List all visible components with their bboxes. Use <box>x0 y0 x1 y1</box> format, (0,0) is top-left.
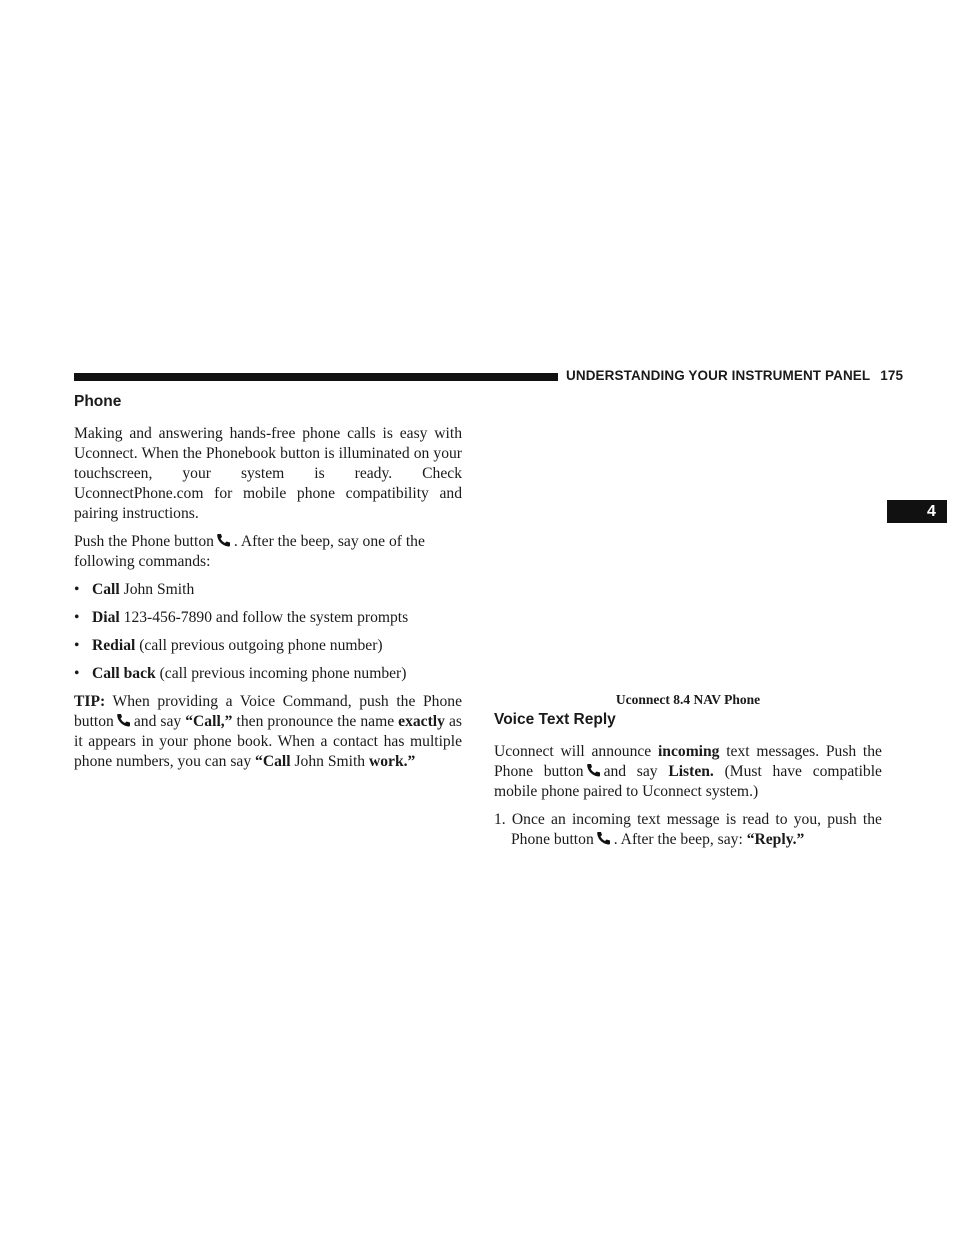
step-1: 1. Once an incoming text message is read to you, push the Phone button . After the beep, say: “Reply.” <box>494 811 882 848</box>
list-item: • Call John Smith <box>74 581 195 598</box>
voice-text-reply-paragraph: Uconnect will announce incoming text messages. Push the Phone button and say Listen. (Must have compatible mobile phone paired to Uconnect system.) <box>494 743 882 800</box>
header-rule <box>74 373 558 381</box>
list-item: • Redial (call previous outgoing phone number) <box>74 637 383 654</box>
phone-heading: Phone <box>74 393 122 410</box>
phone-instruction-paragraph: Push the Phone button . After the beep, say one of the following commands: <box>74 533 425 570</box>
phone-icon <box>596 831 612 845</box>
list-item: • Dial 123-456-7890 and follow the system prompts <box>74 609 409 626</box>
phone-icon <box>116 713 132 727</box>
phone-icon <box>586 763 602 777</box>
figure-caption: Uconnect 8.4 NAV Phone <box>615 692 761 707</box>
header-section-title: UNDERSTANDING YOUR INSTRUMENT PANEL <box>566 368 871 383</box>
tip-label: TIP: <box>74 693 106 710</box>
voice-text-reply-heading: Voice Text Reply <box>494 711 616 728</box>
step-number: 1. <box>494 811 506 828</box>
phone-section <box>74 392 462 780</box>
tip-paragraph: TIP: When providing a Voice Command, push the Phone button and say “Call,” then pronounce the name exactly as it appears in your phone book. When a contact has multiple phone numbers, you can say “Call John Smith work.” <box>74 693 462 770</box>
phone-intro-paragraph: Making and answering hands-free phone calls is easy with Uconnect. When the Phonebook button is illuminated on your touchscreen, your system is ready. Check UconnectPhone.com for mobile phone compatibility and pairing instructions. <box>74 425 462 522</box>
chapter-tab[interactable]: 4 <box>887 500 947 523</box>
phone-icon <box>216 533 232 547</box>
running-header <box>566 368 903 383</box>
page-number: 175 <box>880 368 904 383</box>
list-item: • Call back (call previous incoming phone number) <box>74 665 407 682</box>
voice-text-reply-section <box>494 710 882 858</box>
